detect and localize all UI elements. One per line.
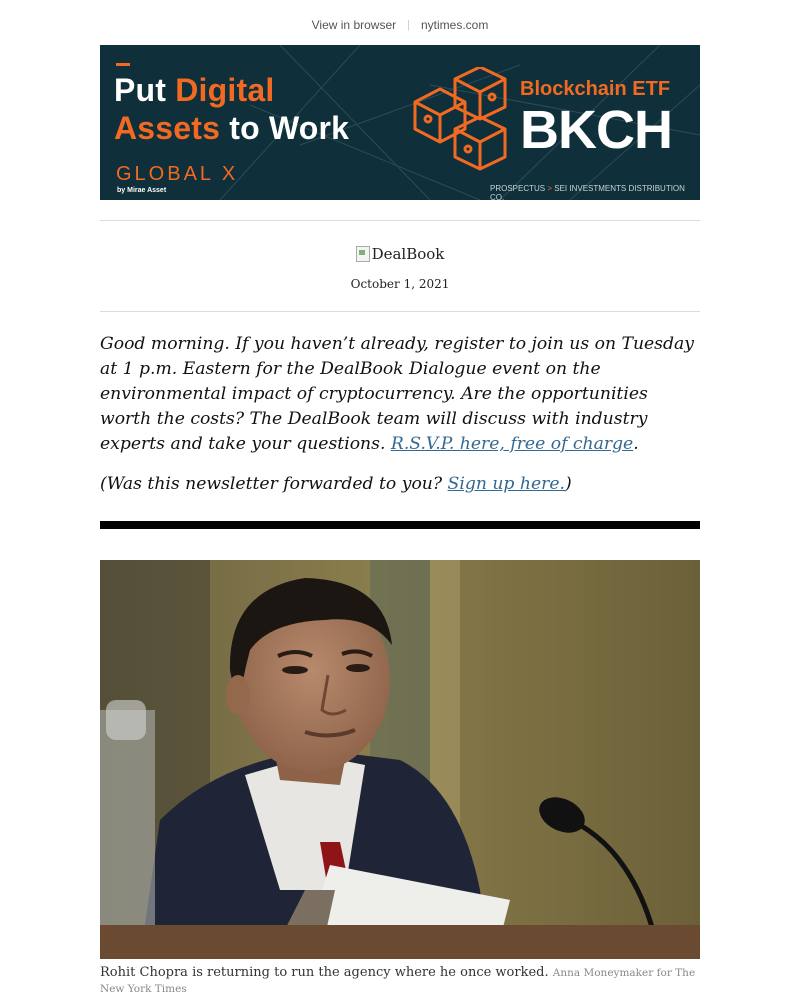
global-x-logo: GLOBAL X [116, 163, 239, 185]
prospectus-line: PROSPECTUS > SEI INVESTMENTS DISTRIBUTION CO. [490, 184, 685, 200]
blockchain-cubes-icon [410, 67, 510, 177]
issue-date: October 1, 2021 [350, 277, 450, 291]
nytimes-link[interactable]: nytimes.com [420, 18, 489, 32]
dealbook-logo[interactable] [0, 245, 800, 266]
logo-alt-text: DealBook [371, 245, 445, 263]
ticker-symbol: BKCH [520, 100, 672, 160]
article-photo[interactable] [100, 560, 700, 959]
view-in-browser-link[interactable]: View in browser [311, 18, 397, 32]
portrait-illustration [100, 560, 700, 959]
caption-text: Rohit Chopra is returning to run the agency where he once worked. [100, 965, 549, 980]
intro-paragraph: Good morning. If you haven’t already, register to join us on Tuesday at 1 p.m. Eastern for the DealBook Dialogue event on the environmental impact of cryptocurrency. Are the opportunities worth the costs? The DealBook team will discuss with industry experts and take your questions. R.S.V.P. here, free of charge. [100, 334, 694, 454]
divider-line [100, 220, 700, 221]
photo-credit: Anna Moneymaker for The New York Times [100, 967, 696, 995]
top-bar [0, 0, 800, 50]
rsvp-link[interactable]: R.S.V.P. here, free of charge [390, 434, 634, 454]
ad-headline: Put Digital Assets to Work [114, 72, 350, 146]
forwarded-paragraph: (Was this newsletter forwarded to you? Sign up here.) [100, 474, 572, 494]
signup-link[interactable]: Sign up here. [447, 474, 565, 494]
intro-text [100, 332, 700, 512]
advertisement-banner[interactable] [100, 45, 700, 200]
broken-image-icon [356, 246, 370, 262]
photo-caption [100, 965, 700, 997]
divider-line [100, 311, 700, 312]
accent-dash [116, 63, 130, 66]
divider: | [407, 19, 410, 31]
section-divider [100, 521, 700, 529]
etf-label: Blockchain ETF [520, 78, 671, 100]
mirae-asset-label: by Mirae Asset [117, 187, 167, 194]
prospectus-link[interactable]: PROSPECTUS [490, 184, 546, 193]
